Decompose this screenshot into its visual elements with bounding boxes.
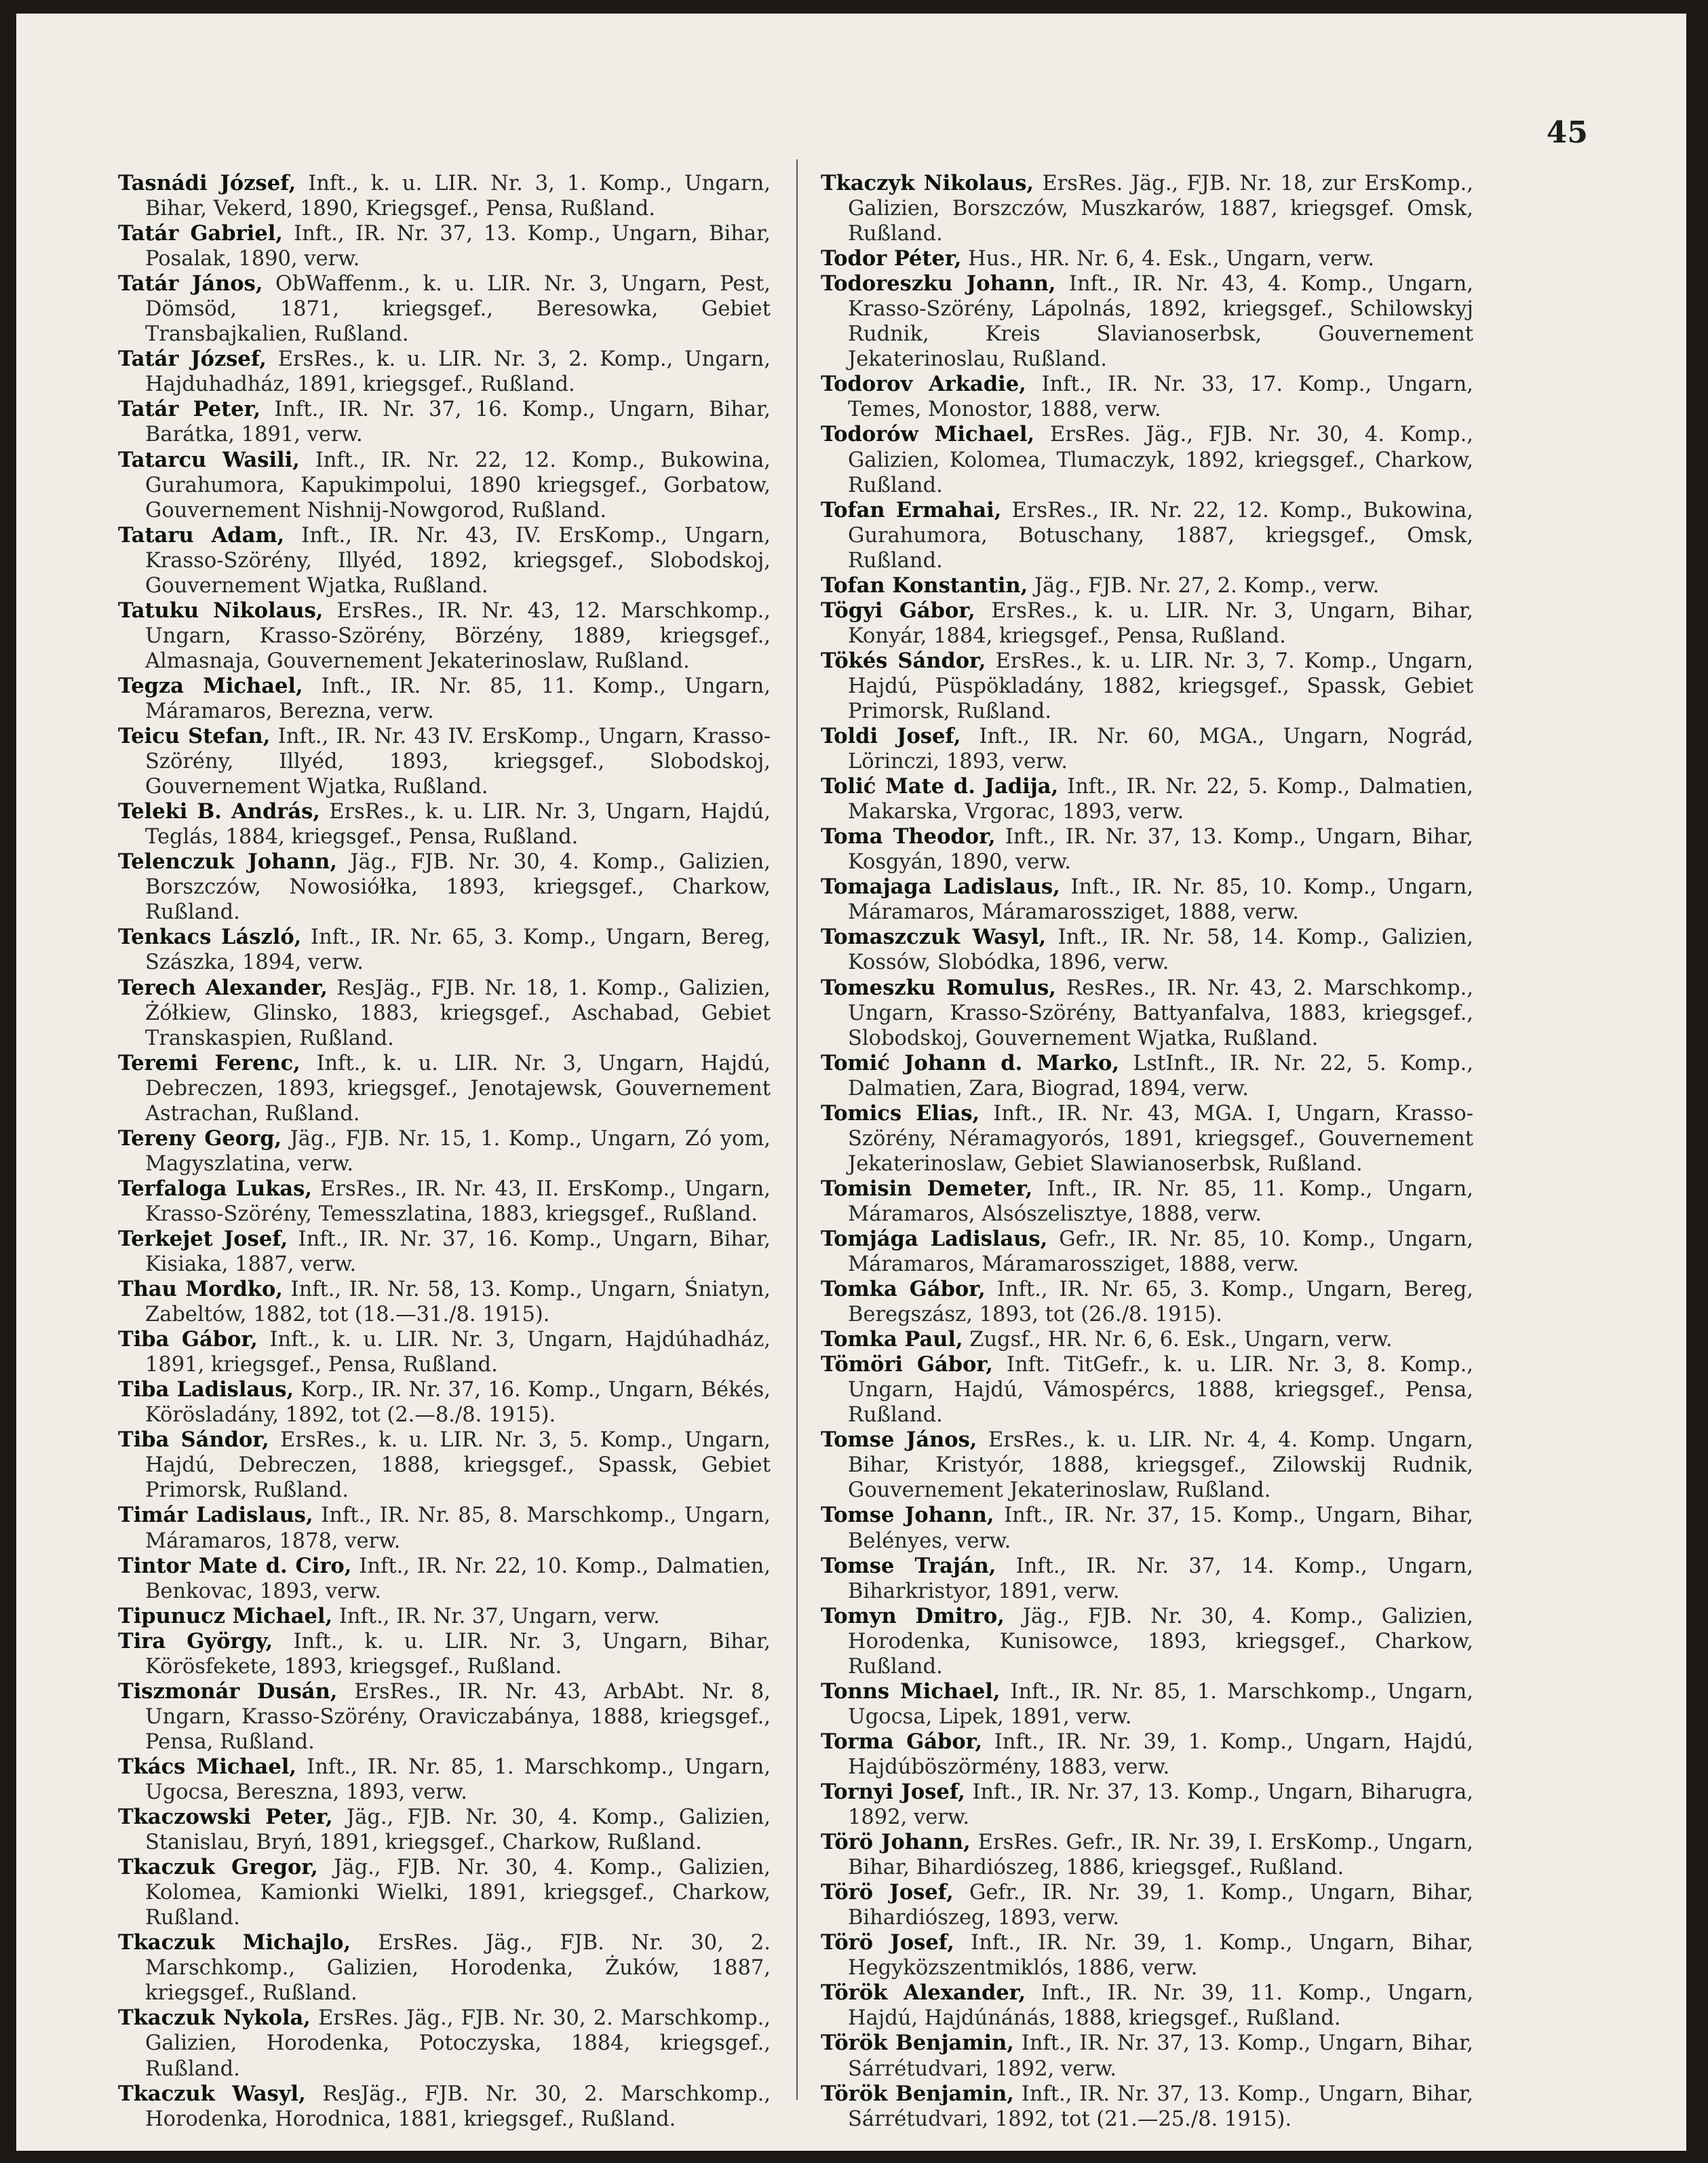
entry-details: Inft., IR. Nr. 39, 11. Komp., Ungarn, Hajdú, Hajdúnánás, 1888, kriegsgef., Rußland. — [848, 1981, 1474, 2031]
entry-details: Inft., k. u. LIR. Nr. 3, Ungarn, Bihar, Körösfekete, 1893, kriegsgef., Rußland. — [145, 1629, 771, 1679]
list-item — [118, 724, 771, 799]
entry-details: Inft., IR. Nr. 22, 10. Komp., Dalmatien, Benkovac, 1893, verw. — [145, 1554, 771, 1603]
entry-details: ErsRes., IR. Nr. 22, 12. Komp., Bukowina, Gurahumora, Botuschany, 1887, kriegsgef., Omsk, Rußland. — [848, 498, 1473, 573]
list-item — [821, 573, 1473, 598]
list-item — [821, 598, 1473, 649]
list-item — [118, 221, 771, 271]
list-item — [118, 523, 771, 598]
entry-name: Thau Mordko, — [118, 1277, 283, 1302]
list-item — [821, 1176, 1473, 1227]
entry-details: ResJäg., FJB. Nr. 30, 2. Marschkomp., Horodenka, Horodnica, 1881, kriegsgef., Rußland. — [145, 2082, 771, 2131]
entry-name: Tenkacs László, — [118, 925, 302, 950]
list-item — [821, 1554, 1473, 1604]
list-item — [118, 674, 771, 724]
list-item — [118, 925, 771, 975]
entry-name: Tornyi Josef, — [821, 1780, 965, 1804]
list-item — [821, 1679, 1473, 1729]
list-item — [118, 1805, 771, 1855]
entry-details: Inft., IR. Nr. 85, 1. Marschkomp., Ungarn, Ugocsa, Lipek, 1891, verw. — [848, 1679, 1473, 1729]
entry-details: ErsRes., IR. Nr. 43, 12. Marschkomp., Ungarn, Krasso-Szörény, Börzény, 1889, kriegsgef., Almasnaja, Gouvernement Jekaterinoslaw, Rußland. — [145, 598, 771, 673]
entry-name: Torma Gábor, — [821, 1729, 983, 1754]
list-item — [821, 2031, 1473, 2081]
entry-name: Tkaczuk Michajlo, — [118, 1930, 351, 1955]
list-item — [821, 2082, 1473, 2132]
list-item — [821, 1277, 1473, 1327]
entry-name: Tomse János, — [821, 1428, 977, 1453]
list-item — [118, 1755, 771, 1805]
entry-details: ErsRes., k. u. LIR. Nr. 4, 4. Komp. Ungarn, Bihar, Kristyór, 1888, kriegsgef., Zilowskij Rudnik, Gouvernement Jekaterinoslaw, Rußland. — [848, 1428, 1473, 1503]
list-item — [118, 1126, 771, 1176]
list-item — [821, 246, 1473, 271]
entry-details: Korp., IR. Nr. 37, 16. Komp., Ungarn, Békés, Körösladány, 1892, tot (2.—8./8. 1915). — [145, 1378, 771, 1428]
entry-details: ErsRes., k. u. LIR. Nr. 3, Ungarn, Bihar, Konyár, 1884, kriegsgef., Pensa, Rußland. — [848, 598, 1474, 648]
entry-details: Inft., IR. Nr. 60, MGA., Ungarn, Nográd, Lörinczi, 1893, verw. — [848, 725, 1473, 774]
entry-details: Inft., IR. Nr. 22, 12. Komp., Bukowina, Gurahumora, Kapukimpolui, 1890 kriegsgef., Gorbatow, Gouvernement Nishnij-Nowgorod, Rußland. — [145, 448, 771, 522]
entry-name: Teleki B. András, — [118, 799, 320, 824]
list-item — [118, 1377, 771, 1428]
entry-name: Tatuku Nikolaus, — [118, 598, 324, 623]
entry-details: Inft., IR. Nr. 37, 15. Komp., Ungarn, Bihar, Belényes, verw. — [848, 1504, 1473, 1553]
entry-details: Jäg., FJB. Nr. 30, 4. Komp., Galizien, Borszczów, Nowosiółka, 1893, kriegsgef., Charkow, Rußland. — [145, 850, 771, 925]
entry-name: Tömöri Gábor, — [821, 1352, 993, 1377]
list-item — [821, 1604, 1473, 1679]
entry-name: Todorov Arkadie, — [821, 372, 1026, 397]
entry-name: Tkaczowski Peter, — [118, 1805, 333, 1830]
list-item — [821, 171, 1473, 246]
entry-name: Tkaczyk Nikolaus, — [821, 171, 1034, 195]
entry-details: Inft. TitGefr., k. u. LIR. Nr. 3, 8. Komp., Ungarn, Hajdú, Vámospércs, 1888, kriegsgef., Pensa, Rußland. — [848, 1353, 1474, 1428]
entry-details: Hus., HR. Nr. 6, 4. Esk., Ungarn, verw. — [968, 247, 1375, 271]
entry-details: ErsRes. Jäg., FJB. Nr. 30, 2. Marschkomp., Galizien, Horodenka, Żuków, 1887, kriegsgef., Rußland. — [145, 1931, 771, 2006]
list-item — [118, 1930, 771, 2006]
entry-details: ResRes., IR. Nr. 43, 2. Marschkomp., Ungarn, Krasso-Szörény, Battyanfalva, 1883, kriegsgef., Slobodskoj, Gouvernement Wjatka, Rußland. — [848, 976, 1473, 1050]
entry-name: Tögyi Gábor, — [821, 598, 975, 623]
list-item — [118, 849, 771, 925]
list-item — [821, 1880, 1473, 1930]
list-item — [118, 1277, 771, 1327]
entry-name: Tegza Michael, — [118, 673, 303, 698]
entry-details: Inft., IR. Nr. 65, 3. Komp., Ungarn, Bereg, Beregszász, 1893, tot (26./8. 1915). — [848, 1278, 1473, 1327]
entry-name: Törö Josef, — [821, 1930, 954, 1955]
list-item — [821, 976, 1473, 1051]
entry-details: ErsRes., IR. Nr. 43, ArbAbt. Nr. 8, Ungarn, Krasso-Szörény, Oraviczabánya, 1888, kriegsgef., Pensa, Rußland. — [145, 1679, 771, 1754]
entry-details: Inft., IR. Nr. 65, 3. Komp., Ungarn, Bereg, Szászka, 1894, verw. — [145, 925, 771, 975]
list-item — [118, 1604, 771, 1629]
page-number: 45 — [1546, 115, 1588, 150]
list-item — [118, 171, 771, 221]
entry-details: Inft., IR. Nr. 43, 4. Komp., Ungarn, Krasso-Szörény, Lápolnás, 1892, kriegsgef., Schilowskyj Rudnik, Kreis Slavianoserbsk, Gouvernement Jekaterinoslau, Rußland. — [848, 272, 1473, 372]
entry-name: Tintor Mate d. Ciro, — [118, 1553, 352, 1578]
list-item — [118, 347, 771, 397]
entry-details: Inft., k. u. LIR. Nr. 3, 1. Komp., Ungarn, Bihar, Vekerd, 1890, Kriegsgef., Pensa, Rußland. — [145, 172, 771, 221]
entry-details: Inft., IR. Nr. 22, 5. Komp., Dalmatien, Makarska, Vrgorac, 1893, verw. — [848, 775, 1473, 824]
list-item — [821, 1729, 1473, 1780]
entry-details: Inft., IR. Nr. 43 IV. ErsKomp., Ungarn, Krasso-Szörény, Illyéd, 1893, kriegsgef., Slobodskoj, Gouvernement Wjatka, Rußland. — [145, 725, 771, 799]
entry-name: Tiba Sándor, — [118, 1428, 269, 1453]
list-item — [821, 1227, 1473, 1277]
entry-details: Inft., IR. Nr. 37, 16. Komp., Ungarn, Bihar, Barátka, 1891, verw. — [145, 398, 771, 447]
list-item — [118, 799, 771, 849]
list-item — [118, 1855, 771, 1930]
list-item — [821, 1428, 1473, 1503]
entry-details: ErsRes., k. u. LIR. Nr. 3, 2. Komp., Ungarn, Hajduhadház, 1891, kriegsgef., Rußland. — [145, 347, 771, 397]
entry-name: Tonns Michael, — [821, 1679, 1001, 1704]
entry-details: ErsRes., k. u. LIR. Nr. 3, 7. Komp., Ungarn, Hajdú, Püspökladány, 1882, kriegsgef., Spassk, Gebiet Primorsk, Rußland. — [848, 649, 1473, 723]
list-item — [821, 1327, 1473, 1352]
list-item — [821, 774, 1473, 824]
document-page — [16, 14, 1686, 2151]
entry-name: Todor Péter, — [821, 246, 962, 271]
entry-details: Inft., IR. Nr. 85, 11. Komp., Ungarn, Máramaros, Alsószelisztye, 1888, verw. — [848, 1176, 1473, 1226]
list-item — [821, 724, 1473, 774]
entry-details: Inft., IR. Nr. 85, 11. Komp., Ungarn, Máramaros, Berezna, verw. — [145, 674, 771, 723]
list-item — [118, 1051, 771, 1126]
entry-name: Tomisin Demeter, — [821, 1176, 1033, 1201]
entry-name: Telenczuk Johann, — [118, 849, 337, 875]
entry-details: Inft., IR. Nr. 85, 8. Marschkomp., Ungarn, Máramaros, 1878, verw. — [145, 1504, 771, 1553]
entry-name: Törö Josef, — [821, 1880, 954, 1905]
entry-name: Todorów Michael, — [821, 422, 1035, 447]
entry-details: Inft., IR. Nr. 39, 1. Komp., Ungarn, Hajdú, Hajdúböszörmény, 1883, verw. — [848, 1729, 1473, 1779]
entry-name: Tolić Mate d. Jadija, — [821, 774, 1059, 799]
entry-details: ObWaffenm., k. u. LIR. Nr. 3, Ungarn, Pest, Dömsöd, 1871, kriegsgef., Beresowka, Gebiet Transbajkalien, Rußland. — [145, 272, 771, 347]
entry-name: Terech Alexander, — [118, 975, 328, 1000]
entry-details: Jäg., FJB. Nr. 15, 1. Komp., Ungarn, Zó yom, Magyszlatina, verw. — [145, 1126, 771, 1176]
entry-details: Inft., IR. Nr. 58, 14. Komp., Galizien, Kossów, Slobódka, 1896, verw. — [848, 925, 1473, 975]
entry-name: Tasnádi József, — [118, 171, 296, 195]
entry-details: Jäg., FJB. Nr. 30, 4. Komp., Galizien, Kolomea, Kamionki Wielki, 1891, kriegsgef., Charkow, Rußland. — [145, 1856, 771, 1930]
entry-details: Inft., IR. Nr. 37, 13. Komp., Ungarn, Bihar, Sárrétudvari, 1892, tot (21.—25./8. 1915). — [848, 2082, 1473, 2131]
entry-name: Teremi Ferenc, — [118, 1050, 300, 1075]
list-item — [821, 422, 1473, 497]
entry-details: Zugsf., HR. Nr. 6, 6. Esk., Ungarn, verw. — [969, 1328, 1393, 1352]
list-item — [118, 1428, 771, 1503]
entry-details: Inft., IR. Nr. 37, 13. Komp., Ungarn, Bihar, Posalak, 1890, verw. — [145, 222, 771, 271]
entry-details: Gefr., IR. Nr. 85, 10. Komp., Ungarn, Máramaros, Máramarossziget, 1888, verw. — [848, 1227, 1473, 1277]
list-item — [821, 824, 1473, 875]
entry-name: Tataru Adam, — [118, 522, 285, 548]
list-item — [821, 1352, 1473, 1428]
list-item — [118, 1554, 771, 1604]
entry-name: Tatár József, — [118, 347, 267, 372]
entry-name: Török Alexander, — [821, 1980, 1026, 2006]
entry-name: Török Benjamin, — [821, 2081, 1014, 2106]
entry-name: Tomka Paul, — [821, 1327, 963, 1352]
entry-details: Inft., IR. Nr. 33, 17. Komp., Ungarn, Temes, Monostor, 1888, verw. — [848, 372, 1473, 422]
list-item — [821, 1101, 1473, 1176]
entry-details: Jäg., FJB. Nr. 30, 4. Komp., Galizien, Horodenka, Kunisowce, 1893, kriegsgef., Charkow, Rußland. — [848, 1604, 1473, 1679]
entry-name: Tiszmonár Dusán, — [118, 1679, 338, 1704]
entry-details: Inft., IR. Nr. 85, 10. Komp., Ungarn, Máramaros, Máramarossziget, 1888, verw. — [848, 875, 1474, 925]
entry-details: LstInft., IR. Nr. 22, 5. Komp., Dalmatien, Zara, Biograd, 1894, verw. — [848, 1051, 1473, 1100]
entry-details: ResJäg., FJB. Nr. 18, 1. Komp., Galizien, Żółkiew, Glinsko, 1883, kriegsgef., Aschabad, Gebiet Transkaspien, Rußland. — [145, 976, 771, 1050]
entry-name: Todoreszku Johann, — [821, 271, 1056, 296]
list-item — [118, 2082, 771, 2132]
list-item — [821, 498, 1473, 573]
entry-name: Toma Theodor, — [821, 824, 996, 849]
entry-details: Inft., IR. Nr. 43, IV. ErsKomp., Ungarn, Krasso-Szörény, Illyéd, 1892, kriegsgef., Slobodskoj, Gouvernement Wjatka, Rußland. — [145, 523, 771, 598]
entry-details: ErsRes. Jäg., FJB. Nr. 30, 4. Komp., Galizien, Kolomea, Tlumaczyk, 1892, kriegsgef., Charkow, Rußland. — [848, 423, 1474, 497]
entry-name: Tomics Elias, — [821, 1100, 980, 1126]
entry-name: Tomajaga Ladislaus, — [821, 875, 1060, 900]
entry-details: Inft., k. u. LIR. Nr. 3, Ungarn, Hajdúhadház, 1891, kriegsgef., Pensa, Rußland. — [145, 1328, 771, 1377]
list-item — [821, 1051, 1473, 1101]
entry-name: Tiba Ladislaus, — [118, 1377, 294, 1402]
list-item — [118, 2006, 771, 2081]
entry-details: ErsRes. Gefr., IR. Nr. 39, I. ErsKomp., Ungarn, Bihar, Bihardiószeg, 1886, kriegsgef., Rußland. — [848, 1831, 1473, 1880]
list-item — [821, 271, 1473, 372]
entry-details: ErsRes. Jäg., FJB. Nr. 30, 2. Marschkomp., Galizien, Horodenka, Potoczyska, 1884, kriegsgef., Rußland. — [145, 2006, 771, 2081]
list-item — [118, 397, 771, 447]
entry-name: Tatarcu Wasili, — [118, 447, 300, 472]
list-item — [118, 1503, 771, 1553]
entry-name: Törö Johann, — [821, 1830, 971, 1855]
entry-details: ErsRes., k. u. LIR. Nr. 3, Ungarn, Hajdú, Teglás, 1884, kriegsgef., Pensa, Rußland. — [145, 800, 771, 849]
list-item — [821, 372, 1473, 422]
entry-name: Tomyn Dmitro, — [821, 1603, 1005, 1628]
entry-name: Tökés Sándor, — [821, 648, 986, 673]
entry-details: Inft., IR. Nr. 37, 13. Komp., Ungarn, Biharugra, 1892, verw. — [848, 1780, 1473, 1830]
right-column — [821, 171, 1474, 2131]
entry-name: Timár Ladislaus, — [118, 1503, 313, 1528]
list-item — [118, 976, 771, 1051]
entry-details: ErsRes., IR. Nr. 43, II. ErsKomp., Ungarn, Krasso-Szörény, Temesszlatina, 1883, kriegsgef., Rußland. — [145, 1176, 771, 1226]
entry-name: Tatár Gabriel, — [118, 221, 283, 246]
entry-name: Tira György, — [118, 1628, 273, 1653]
entry-name: Tatár János, — [118, 271, 263, 296]
entry-details: Jäg., FJB. Nr. 30, 4. Komp., Galizien, Stanislau, Bryń, 1891, kriegsgef., Charkow, Rußland. — [145, 1805, 771, 1855]
list-item — [821, 649, 1473, 724]
list-item — [118, 598, 771, 674]
entry-name: Tatár Peter, — [118, 397, 261, 422]
entry-name: Tkács Michael, — [118, 1754, 296, 1779]
entry-name: Tomse Traján, — [821, 1553, 996, 1578]
list-item — [821, 1980, 1473, 2031]
entry-name: Török Benjamin, — [821, 2031, 1014, 2056]
entry-name: Tofan Konstantin, — [821, 573, 1028, 598]
entry-name: Tofan Ermahai, — [821, 497, 1002, 522]
entry-name: Tiba Gábor, — [118, 1327, 258, 1352]
entry-details: Inft., IR. Nr. 43, MGA. I, Ungarn, Krasso-Szörény, Néramagyorós, 1891, kriegsgef., Gouvernement Jekaterinoslaw, Gebiet Slawianoserbsk, Rußland. — [848, 1101, 1474, 1176]
entry-details: Jäg., FJB. Nr. 27, 2. Komp., verw. — [1034, 573, 1380, 598]
list-item — [821, 1780, 1473, 1830]
entry-name: Tomaszczuk Wasyl, — [821, 925, 1047, 950]
list-item — [118, 1176, 771, 1227]
entry-name: Tipunucz Michael, — [118, 1603, 333, 1628]
entry-details: Inft., IR. Nr. 37, Ungarn, verw. — [338, 1604, 660, 1628]
entry-details: Inft., IR. Nr. 58, 13. Komp., Ungarn, Śniatyn, Zabeltów, 1882, tot (18.—31./8. 1915). — [145, 1278, 771, 1327]
list-item — [118, 1327, 771, 1377]
left-column — [118, 171, 771, 2131]
entry-name: Tomeszku Romulus, — [821, 975, 1056, 1000]
entry-name: Terkejet Josef, — [118, 1226, 288, 1251]
entry-details: ErsRes., k. u. LIR. Nr. 3, 5. Komp., Ungarn, Hajdú, Debreczen, 1888, kriegsgef., Spassk, Gebiet Primorsk, Rußland. — [145, 1428, 771, 1503]
entry-name: Tereny Georg, — [118, 1126, 282, 1151]
list-item — [821, 1503, 1473, 1553]
entry-name: Tomse Johann, — [821, 1503, 994, 1528]
list-item — [118, 1629, 771, 1679]
entry-name: Tomić Johann d. Marko, — [821, 1050, 1119, 1075]
entry-details: Inft., IR. Nr. 37, 16. Komp., Ungarn, Bihar, Kisiaka, 1887, verw. — [145, 1227, 771, 1277]
list-item — [118, 271, 771, 347]
entry-details: Inft., IR. Nr. 37, 13. Komp., Ungarn, Bihar, Kosgyán, 1890, verw. — [848, 825, 1473, 875]
entry-name: Teicu Stefan, — [118, 724, 271, 749]
entry-name: Tkaczuk Gregor, — [118, 1855, 318, 1880]
entry-name: Tomjága Ladislaus, — [821, 1226, 1048, 1251]
entry-details: Inft., k. u. LIR. Nr. 3, Ungarn, Hajdú, Debreczen, 1893, kriegsgef., Jenotajewsk, Gouvernement Astrachan, Rußland. — [145, 1051, 771, 1126]
list-item — [118, 448, 771, 523]
list-item — [821, 925, 1473, 975]
entry-details: Inft., IR. Nr. 37, 13. Komp., Ungarn, Bihar, Sárrétudvari, 1892, verw. — [848, 2031, 1473, 2081]
entry-name: Tomka Gábor, — [821, 1277, 986, 1302]
list-item — [821, 875, 1473, 925]
entry-details: Gefr., IR. Nr. 39, 1. Komp., Ungarn, Bihar, Bihardiószeg, 1893, verw. — [848, 1881, 1473, 1930]
column-divider — [796, 159, 798, 2100]
list-item — [118, 1227, 771, 1277]
list-item — [821, 1830, 1473, 1880]
entry-details: Inft., IR. Nr. 85, 1. Marschkomp., Ungarn, Ugocsa, Bereszna, 1893, verw. — [145, 1755, 771, 1804]
entry-details: ErsRes. Jäg., FJB. Nr. 18, zur ErsKomp., Galizien, Borszczów, Muszkarów, 1887, kriegsgef. Omsk, Rußland. — [848, 172, 1473, 246]
entry-name: Tkaczuk Nykola, — [118, 2006, 311, 2031]
entry-details: Inft., IR. Nr. 37, 14. Komp., Ungarn, Biharkristyor, 1891, verw. — [848, 1554, 1473, 1603]
list-item — [118, 1679, 771, 1755]
list-item — [821, 1930, 1473, 1980]
entry-name: Tkaczuk Wasyl, — [118, 2081, 306, 2106]
entry-details: Inft., IR. Nr. 39, 1. Komp., Ungarn, Bihar, Hegyközszentmiklós, 1886, verw. — [848, 1931, 1473, 1980]
entry-name: Toldi Josef, — [821, 724, 961, 749]
entry-name: Terfaloga Lukas, — [118, 1176, 312, 1201]
